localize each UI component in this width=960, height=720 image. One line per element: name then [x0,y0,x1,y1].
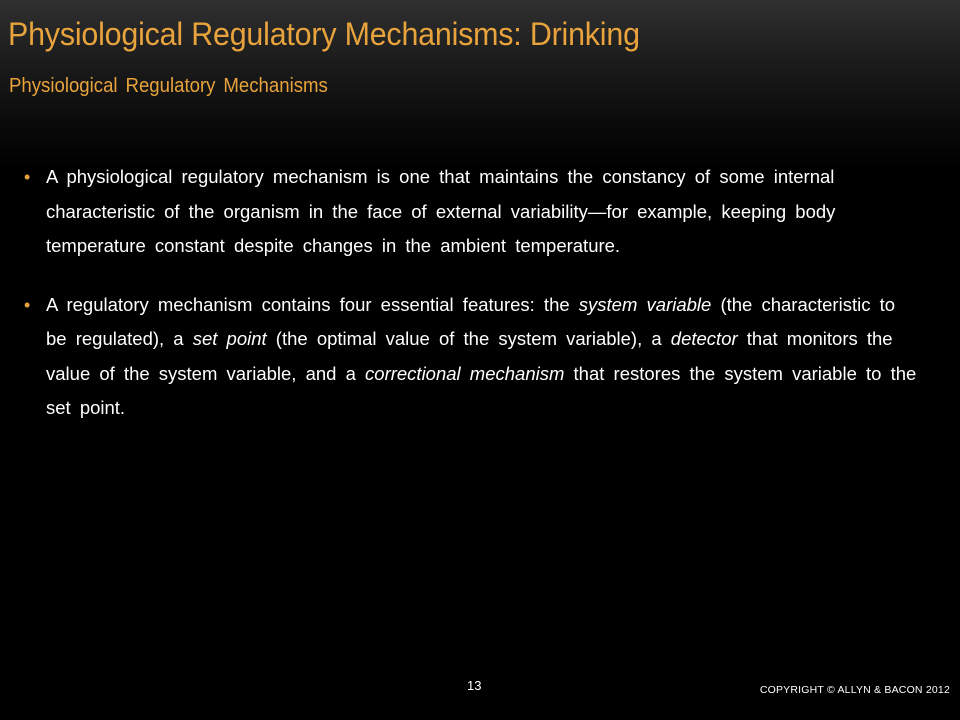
bullet-item [24,288,924,426]
bullet-text-segment: that monitors the value of the system variable, and a [46,328,893,384]
bullet-text-segment: (the optimal value of the system variable), a [266,328,671,349]
term-detector: detector [670,328,738,349]
term-correctional-mechanism: correctional mechanism [365,362,565,384]
copyright-notice: COPYRIGHT © ALLYN & BACON 2012 [759,684,950,696]
bullet-icon: • [24,167,31,187]
bullet-text-segment: that restores the system variable to the set point. [46,362,917,418]
bullet-text-segment: A physiological regulatory mechanism is one that maintains the constancy of some internal characteristic of the organism in the face of external variability—for example, keeping body temperature constant despite changes in the ambient temperature. [46,166,836,256]
term-system-variable: system variable [578,293,712,315]
page-number: 13 [467,678,482,693]
bullet-list [24,160,924,450]
slide-subtitle: Physiological Regulatory Mechanisms [9,75,328,97]
bullet-text-segment: A regulatory mechanism contains four essential features: the [46,293,579,315]
bullet-item [24,160,924,264]
bullet-text-segment: (the characteristic to be regulated), a [46,293,896,349]
bullet-icon: • [24,294,31,315]
term-set-point: set point [192,328,267,349]
slide-title: Physiological Regulatory Mechanisms: Drinking [8,16,640,52]
